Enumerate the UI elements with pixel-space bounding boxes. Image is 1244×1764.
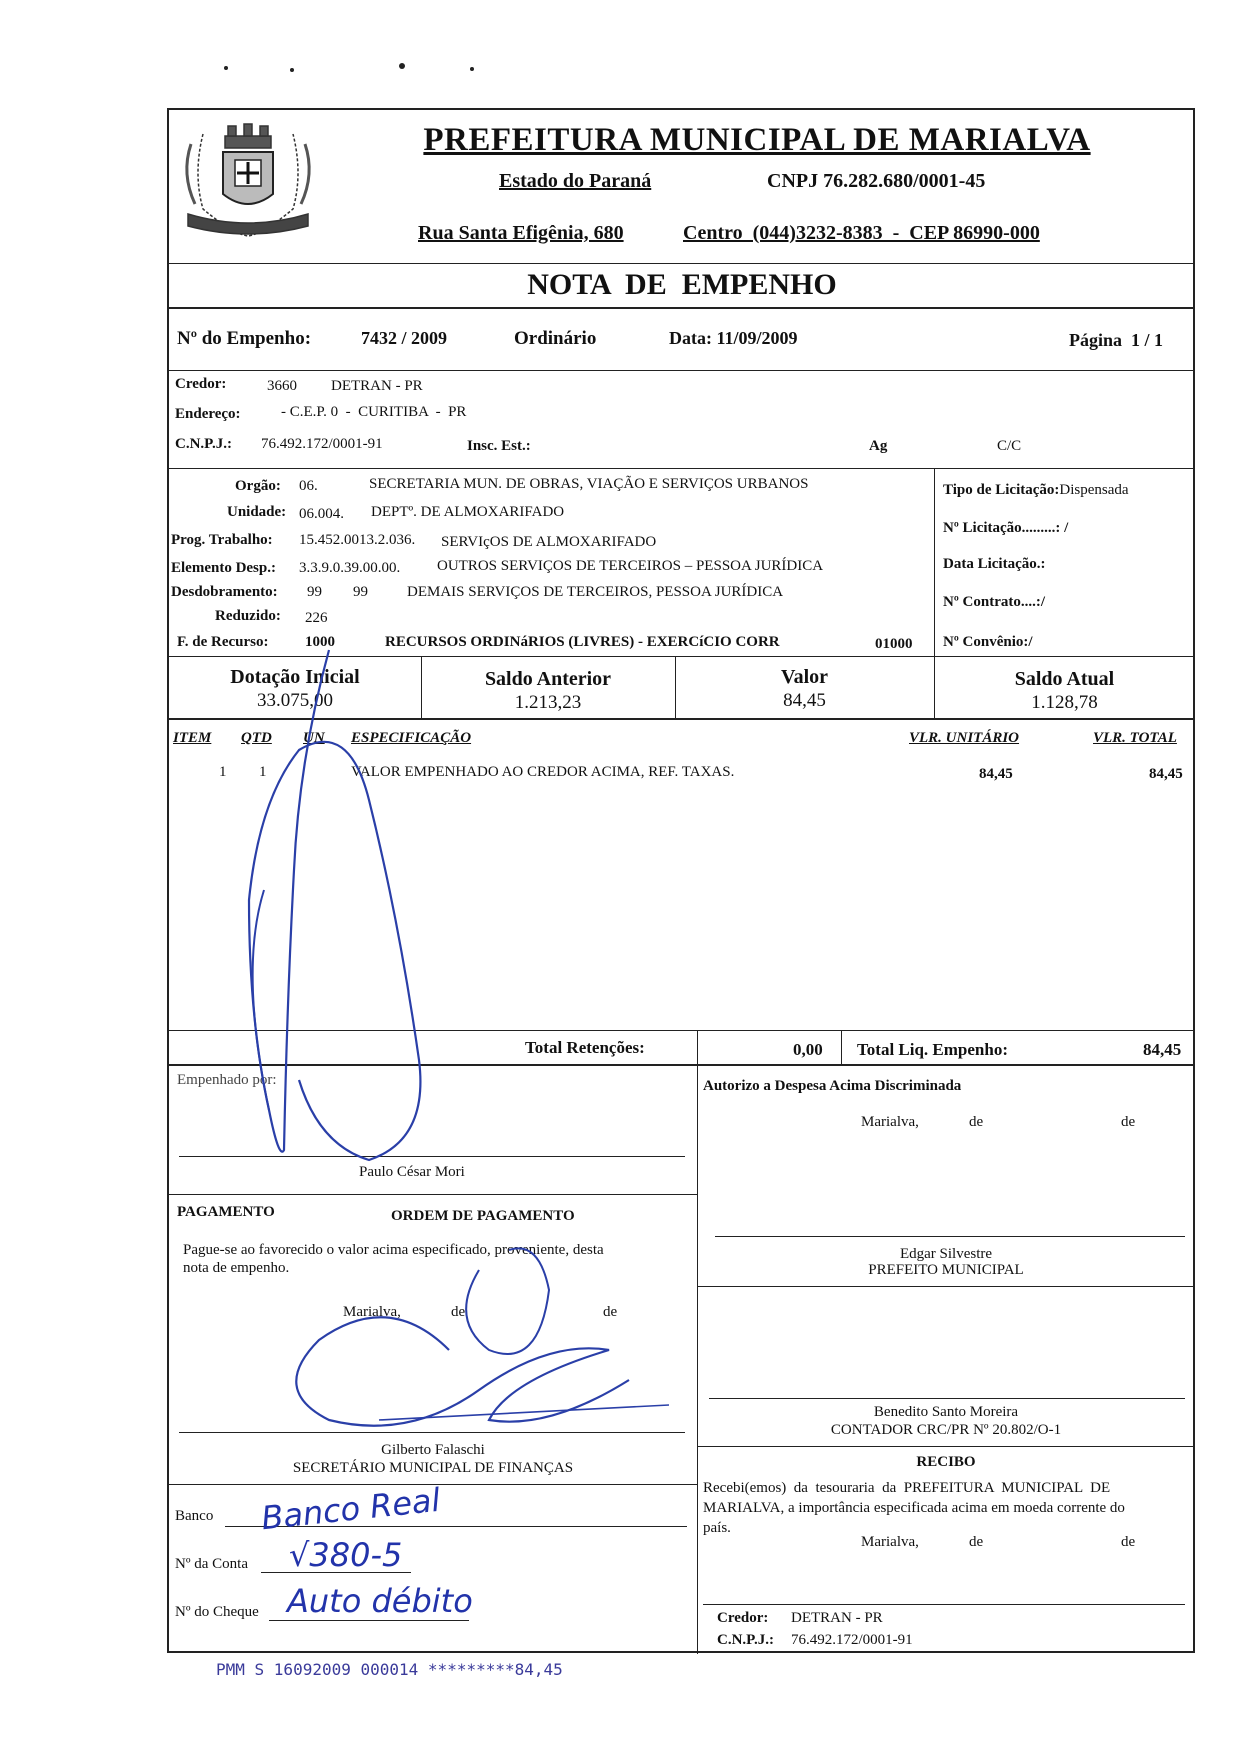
credor-code: 3660 <box>267 378 297 394</box>
banco-value: Banco Real <box>259 1480 443 1538</box>
autorizo-place: Marialva, <box>861 1114 919 1130</box>
cheque-value: Auto débito <box>287 1582 473 1620</box>
licitacao-date: Data Licitação.: <box>943 556 1046 572</box>
elemento-name: OUTROS SERVIÇOS DE TERCEIROS – PESSOA JURÍDICA <box>437 558 824 574</box>
empenho-number: 7432 / 2009 <box>361 328 448 348</box>
cnpj-label: CNPJ 76.282.680/0001-45 <box>767 170 986 192</box>
recibo-text-1: Recebi(emos) da tesouraria da PREFEITURA MUNICIPAL DE <box>703 1480 1111 1496</box>
credor-label: Credor: <box>175 376 227 392</box>
credor-cnpj-label: C.N.P.J.: <box>175 436 232 452</box>
dotacao-label: Dotação Inicial <box>230 666 360 688</box>
credor-name: DETRAN - PR <box>331 378 423 394</box>
row-item: 1 <box>219 764 227 780</box>
row-unit-value: 84,45 <box>979 766 1013 782</box>
empenho-number-label: Nº do Empenho: <box>177 328 312 349</box>
recibo-place: Marialva, <box>861 1534 919 1550</box>
col-total-value: VLR. TOTAL <box>1093 730 1177 746</box>
recurso-label: F. de Recurso: <box>177 634 269 650</box>
desdobramento-code-2: 99 <box>353 584 368 600</box>
recibo-credor-label: Credor: <box>717 1610 769 1626</box>
valor-value: 84,45 <box>783 690 826 711</box>
dotacao-value: 33.075,00 <box>257 690 333 711</box>
convenio-number: Nº Convênio:/ <box>943 634 1033 650</box>
licitacao-number: Nº Licitação.........: / <box>943 520 1069 536</box>
retencoes-value: 0,00 <box>793 1040 823 1059</box>
recibo-text-3: país. <box>703 1520 731 1536</box>
credor-cnpj: 76.492.172/0001-91 <box>261 436 383 452</box>
insc-est-label: Insc. Est.: <box>467 438 531 454</box>
empenhado-name: Paulo César Mori <box>359 1164 465 1180</box>
col-item: ITEM <box>173 730 212 746</box>
prog-name: SERVIçOS DE ALMOXARIFADO <box>441 534 657 550</box>
prefeito-name: Edgar Silvestre <box>899 1246 993 1262</box>
licitacao-type-label: Tipo de Licitação:Dispensada <box>943 482 1129 498</box>
unidade-code: 06.004. <box>299 506 344 522</box>
contador-role: CONTADOR CRC/PR Nº 20.802/O-1 <box>830 1422 1062 1438</box>
empenhado-label: Empenhado por: <box>177 1072 277 1088</box>
row-qtd: 1 <box>259 764 267 780</box>
financas-signature <box>249 1230 669 1450</box>
address-label: Endereço: <box>175 406 241 422</box>
desdobramento-name: DEMAIS SERVIÇOS DE TERCEIROS, PESSOA JURÍDICA <box>407 584 784 600</box>
row-specification: VALOR EMPENHADO AO CREDOR ACIMA, REF. TAXAS. <box>351 764 735 780</box>
pagamento-de-1: de <box>451 1304 466 1320</box>
document-title: NOTA DE EMPENHO <box>527 268 837 301</box>
saldo-atual-value: 1.128,78 <box>1031 692 1098 713</box>
financas-role: SECRETÁRIO MUNICIPAL DE FINANÇAS <box>292 1460 574 1476</box>
ordem-pagamento-label: ORDEM DE PAGAMENTO <box>391 1208 575 1224</box>
saldo-anterior-label: Saldo Anterior <box>484 668 612 690</box>
desdobramento-code-1: 99 <box>307 584 322 600</box>
valor-label: Valor <box>780 666 829 688</box>
conta-label: Nº da Conta <box>175 1556 248 1572</box>
pagamento-de-2: de <box>603 1304 618 1320</box>
recurso-number: 01000 <box>875 636 913 652</box>
pagamento-text-1: Pague-se ao favorecido o valor acima especificado, proveniente, desta <box>183 1242 604 1258</box>
recibo-text-2: MARIALVA, a importância especificada acima em moeda corrente do <box>703 1500 1125 1516</box>
recibo-de-2: de <box>1121 1534 1136 1550</box>
table-row <box>169 764 1195 786</box>
row-total-value: 84,45 <box>1149 766 1183 782</box>
prog-code: 15.452.0013.2.036. <box>299 532 416 548</box>
coat-of-arms-logo <box>173 114 323 242</box>
street-label: Rua Santa Efigênia, 680 <box>418 222 624 244</box>
recurso-name: RECURSOS ORDINáRIOS (LIVRES) - EXERCíCIO CORR <box>385 634 780 650</box>
orgao-code: 06. <box>299 478 318 494</box>
saldo-anterior-value: 1.213,23 <box>514 692 582 713</box>
financas-name: Gilberto Falaschi <box>381 1442 485 1458</box>
contador-name: Benedito Santo Moreira <box>873 1404 1019 1420</box>
liquido-label: Total Liq. Empenho: <box>857 1040 1008 1059</box>
unidade-name: DEPTº. DE ALMOXARIFADO <box>371 504 565 520</box>
col-un: UN <box>303 730 325 746</box>
page-number: Página 1 / 1 <box>1069 330 1164 350</box>
elemento-code: 3.3.9.0.39.00.00. <box>299 560 401 576</box>
prog-label: Prog. Trabalho: <box>171 532 273 548</box>
state-label: Estado do Paraná <box>499 170 652 192</box>
contrato-number: Nº Contrato....:/ <box>943 594 1046 610</box>
empenho-form <box>167 108 1195 1653</box>
pagamento-label: PAGAMENTO <box>177 1204 275 1220</box>
cheque-label: Nº do Cheque <box>175 1604 259 1620</box>
elemento-label: Elemento Desp.: <box>171 560 276 576</box>
banco-label: Banco <box>175 1508 214 1524</box>
recurso-code: 1000 <box>305 634 335 650</box>
pagamento-text-2: nota de empenho. <box>183 1260 290 1276</box>
autorizo-label: Autorizo a Despesa Acima Discriminada <box>703 1078 962 1094</box>
recibo-cnpj-label: C.N.P.J.: <box>717 1632 774 1648</box>
desdobramento-label: Desdobramento: <box>171 584 278 600</box>
autorizo-de-2: de <box>1121 1114 1136 1130</box>
retencoes-label: Total Retenções: <box>525 1038 645 1057</box>
contact-label: Centro (044)3232-8383 - CEP 86990-000 <box>683 222 1040 244</box>
unidade-label: Unidade: <box>227 504 287 520</box>
pagamento-place: Marialva, <box>343 1304 401 1320</box>
recibo-de-1: de <box>969 1534 984 1550</box>
liquido-value: 84,45 <box>1143 1040 1182 1059</box>
footer-code: PMM S 16092009 000014 *********84,45 <box>216 1660 563 1679</box>
saldo-atual-label: Saldo Atual <box>1014 668 1115 690</box>
orgao-label: Orgão: <box>235 478 281 494</box>
conta-value: √380-5 <box>289 1536 403 1574</box>
col-qtd: QTD <box>241 730 272 746</box>
recibo-credor-value: DETRAN - PR <box>791 1610 883 1626</box>
address-value: - C.E.P. 0 - CURITIBA - PR <box>281 404 467 420</box>
empenho-date: Data: 11/09/2009 <box>669 328 798 348</box>
page-title: PREFEITURA MUNICIPAL DE MARIALVA <box>423 122 1091 158</box>
col-especificacao: ESPECIFICAÇÃO <box>351 730 472 746</box>
ag-label: Ag <box>869 438 888 454</box>
empenho-type: Ordinário <box>514 328 597 349</box>
recibo-cnpj-value: 76.492.172/0001-91 <box>791 1632 913 1648</box>
col-unit-value: VLR. UNITÁRIO <box>909 730 1020 746</box>
orgao-name: SECRETARIA MUN. DE OBRAS, VIAÇÃO E SERVIÇOS URBANOS <box>369 476 809 492</box>
autorizo-de-1: de <box>969 1114 984 1130</box>
cc-label: C/C <box>997 438 1022 454</box>
reduzido-label: Reduzido: <box>215 608 281 624</box>
recibo-label: RECIBO <box>916 1454 976 1470</box>
scan-marks <box>220 60 480 76</box>
prefeito-role: PREFEITO MUNICIPAL <box>868 1262 1024 1278</box>
reduzido-code: 226 <box>305 610 328 626</box>
